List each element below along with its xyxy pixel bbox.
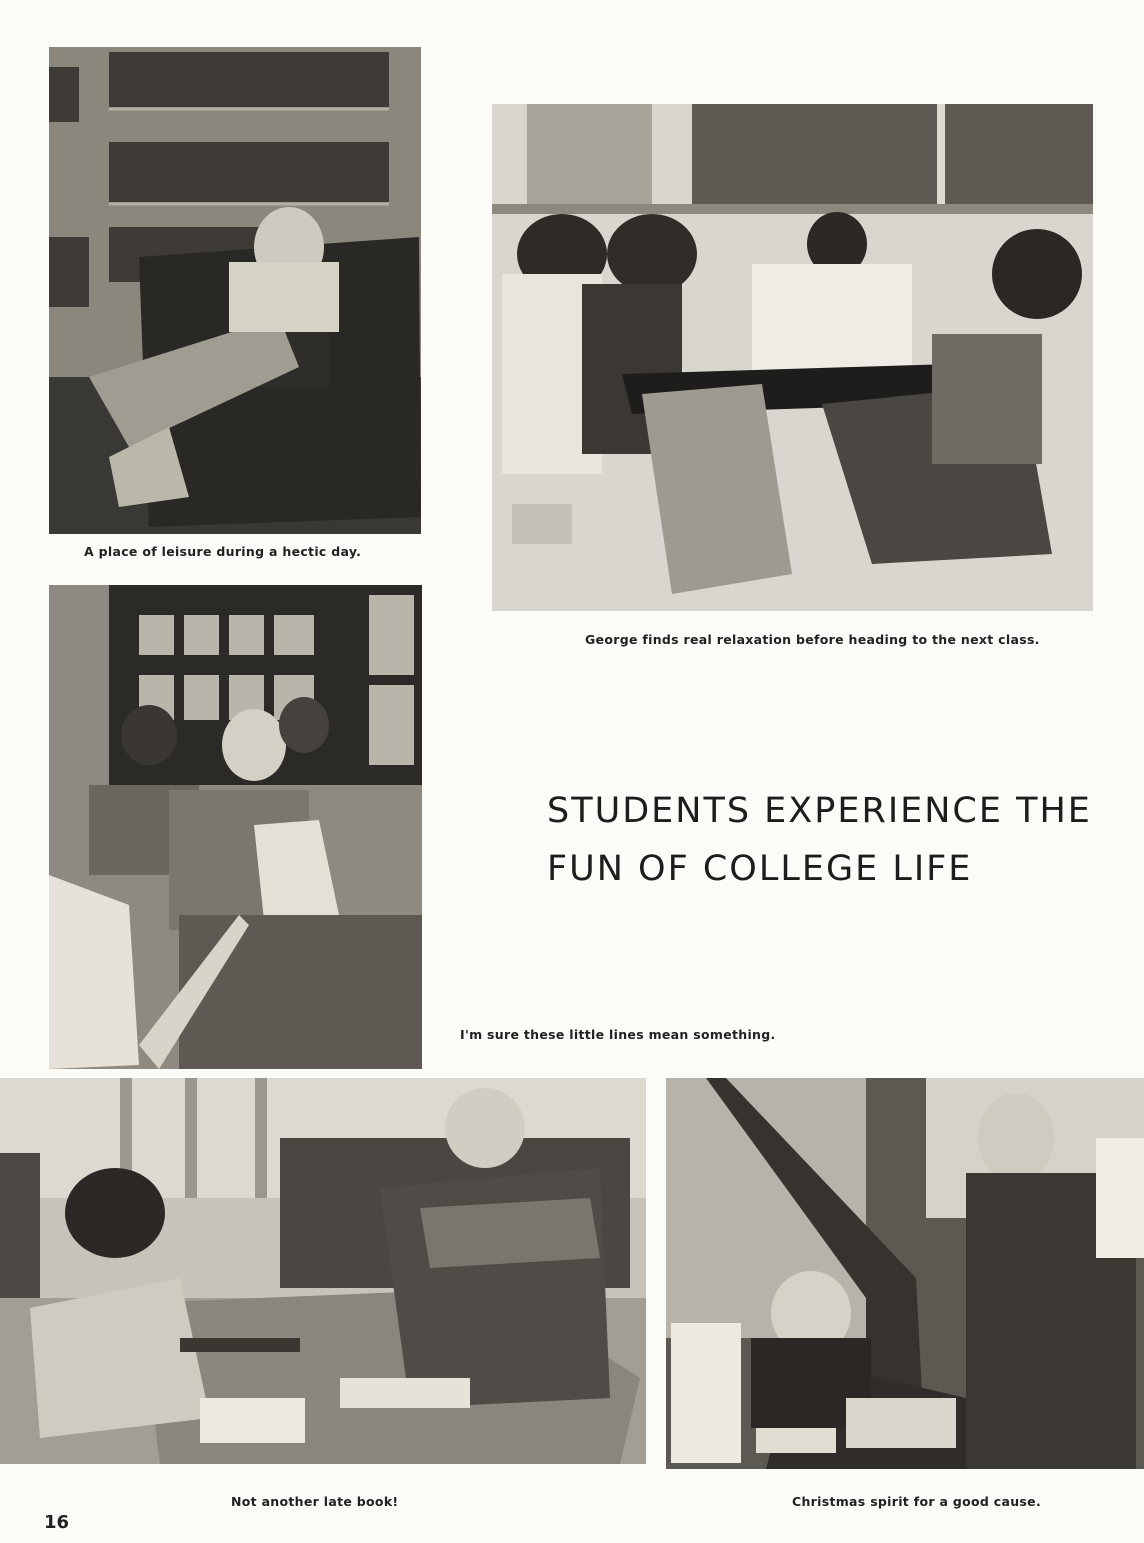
photo-library-reader bbox=[49, 47, 421, 534]
caption-card-game: George finds real relaxation before heading to the next class. bbox=[585, 632, 1040, 647]
caption-library-desk: Not another late book! bbox=[231, 1494, 399, 1509]
photo-christmas-seals bbox=[666, 1078, 1144, 1469]
headline-line-2: FUN OF COLLEGE LIFE bbox=[547, 849, 973, 889]
christmas-seals-image bbox=[666, 1078, 1144, 1469]
library-desk-image bbox=[0, 1078, 646, 1464]
photo-study-carrels bbox=[49, 585, 422, 1069]
caption-library-reader: A place of leisure during a hectic day. bbox=[84, 544, 362, 559]
photo-library-desk bbox=[0, 1078, 646, 1464]
page-headline bbox=[547, 782, 1107, 898]
caption-study-carrels: I'm sure these little lines mean something. bbox=[460, 1027, 776, 1042]
headline-line-1: STUDENTS EXPERIENCE THE bbox=[547, 791, 1092, 831]
study-carrels-image bbox=[49, 585, 422, 1069]
library-reader-image bbox=[49, 47, 421, 534]
caption-christmas-seals: Christmas spirit for a good cause. bbox=[792, 1494, 1041, 1509]
photo-card-game bbox=[492, 104, 1093, 611]
page-number: 16 bbox=[44, 1512, 70, 1533]
card-game-image bbox=[492, 104, 1093, 611]
